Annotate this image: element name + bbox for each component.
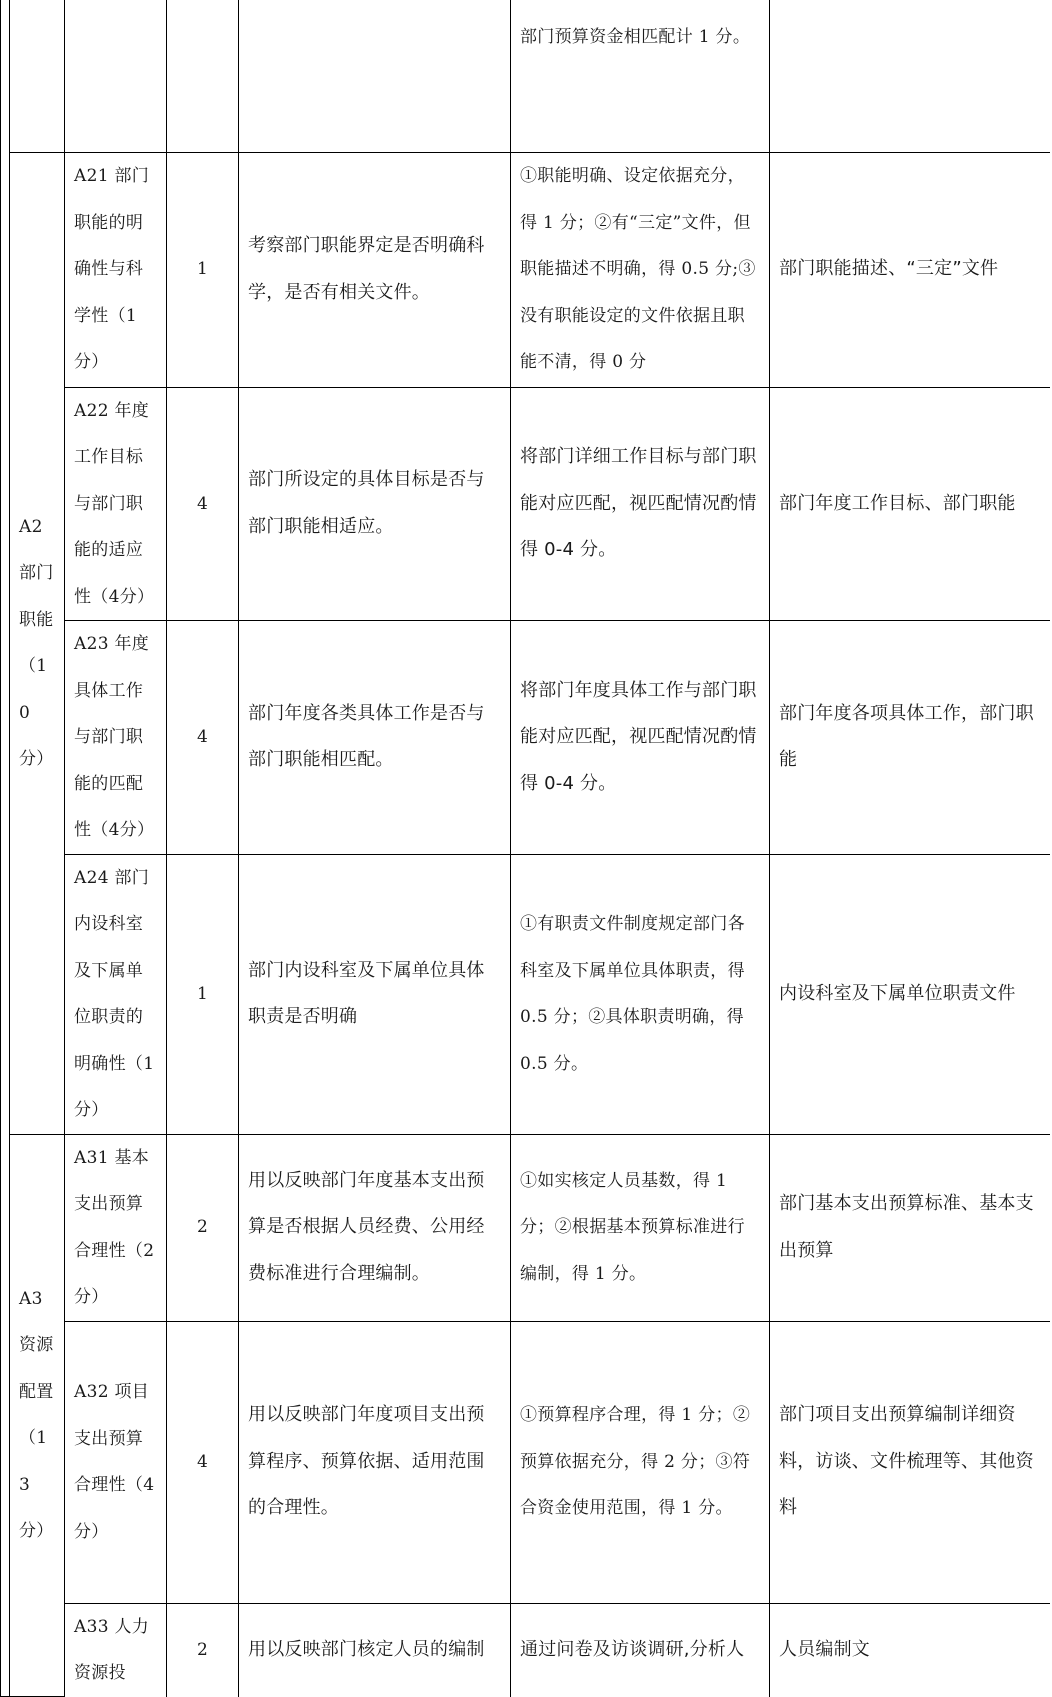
description-cell: 用以反映部门年度项目支出预算程序、预算依据、适用范围的合理性。 bbox=[239, 1321, 511, 1603]
indicator-cell: A22 年度工作目标与部门职能的适应性（4分） bbox=[65, 387, 167, 621]
group-cell: A2 部门职能（10分） bbox=[10, 152, 65, 1134]
table-row bbox=[1, 854, 1050, 1134]
source-cell: 部门项目支出预算编制详细资料，访谈、文件梳理等、其他资料 bbox=[770, 1321, 1050, 1603]
description-cell: 部门内设科室及下属单位具体职责是否明确 bbox=[239, 854, 511, 1134]
source-cell: 人员编制文 bbox=[770, 1603, 1050, 1697]
description-cell: 用以反映部门核定人员的编制 bbox=[239, 1603, 511, 1697]
indicator-cell bbox=[65, 0, 167, 152]
group-cell: A3 资源配置（13分） bbox=[10, 1134, 65, 1697]
table-row bbox=[1, 1321, 1050, 1603]
criteria-cell: ①职能明确、设定依据充分，得 1 分；②有“三定”文件，但职能描述不明确，得 0.5 分;③没有职能设定的文件依据且职能不清，得 0 分 bbox=[511, 152, 770, 387]
score-cell: 2 bbox=[167, 1603, 239, 1697]
source-cell: 部门基本支出预算标准、基本支出预算 bbox=[770, 1134, 1050, 1321]
description-cell: 用以反映部门年度基本支出预算是否根据人员经费、公用经费标准进行合理编制。 bbox=[239, 1134, 511, 1321]
source-cell: 内设科室及下属单位职责文件 bbox=[770, 854, 1050, 1134]
score-cell: 1 bbox=[167, 854, 239, 1134]
criteria-cell: 部门预算资金相匹配计 1 分。 bbox=[511, 0, 770, 152]
indicator-cell: A32 项目支出预算合理性（4分） bbox=[65, 1321, 167, 1603]
indicator-cell: A23 年度具体工作与部门职能的匹配性（4分） bbox=[65, 621, 167, 855]
table-row bbox=[1, 1603, 1050, 1697]
criteria-cell: 通过问卷及访谈调研,分析人 bbox=[511, 1603, 770, 1697]
description-cell: 部门所设定的具体目标是否与部门职能相适应。 bbox=[239, 387, 511, 621]
group-cell bbox=[10, 0, 65, 152]
indicator-cell: A21 部门职能的明确性与科学性（1分） bbox=[65, 152, 167, 387]
criteria-cell: ①有职责文件制度规定部门各科室及下属单位具体职责，得 0.5 分；②具体职责明确，得 0.5 分。 bbox=[511, 854, 770, 1134]
indicator-cell: A33 人力资源投 bbox=[65, 1603, 167, 1697]
score-cell: 2 bbox=[167, 1134, 239, 1321]
criteria-cell: 将部门年度具体工作与部门职能对应匹配，视匹配情况酌情得 0-4 分。 bbox=[511, 621, 770, 855]
source-cell bbox=[770, 0, 1050, 152]
score-cell: 4 bbox=[167, 621, 239, 855]
table-row bbox=[1, 1134, 1050, 1321]
table-row bbox=[1, 152, 1050, 387]
criteria-cell: ①预算程序合理，得 1 分；②预算依据充分，得 2 分；③符合资金使用范围，得 1 分。 bbox=[511, 1321, 770, 1603]
table-row bbox=[1, 621, 1050, 855]
score-cell: 4 bbox=[167, 1321, 239, 1603]
description-cell: 考察部门职能界定是否明确科学，是否有相关文件。 bbox=[239, 152, 511, 387]
criteria-cell: 将部门详细工作目标与部门职能对应匹配，视匹配情况酌情得 0-4 分。 bbox=[511, 387, 770, 621]
indicator-cell: A31 基本支出预算合理性（2分） bbox=[65, 1134, 167, 1321]
source-cell: 部门年度工作目标、部门职能 bbox=[770, 387, 1050, 621]
score-cell: 4 bbox=[167, 387, 239, 621]
score-cell bbox=[167, 0, 239, 152]
table-row bbox=[1, 0, 1050, 152]
criteria-cell: ①如实核定人员基数，得 1 分；②根据基本预算标准进行编制，得 1 分。 bbox=[511, 1134, 770, 1321]
score-cell: 1 bbox=[167, 152, 239, 387]
description-cell: 部门年度各类具体工作是否与部门职能相匹配。 bbox=[239, 621, 511, 855]
table-row bbox=[1, 387, 1050, 621]
source-cell: 部门职能描述、“三定”文件 bbox=[770, 152, 1050, 387]
outer-border-column bbox=[1, 0, 10, 1697]
indicator-cell: A24 部门内设科室及下属单位职责的明确性（1分） bbox=[65, 854, 167, 1134]
description-cell bbox=[239, 0, 511, 152]
source-cell: 部门年度各项具体工作，部门职能 bbox=[770, 621, 1050, 855]
